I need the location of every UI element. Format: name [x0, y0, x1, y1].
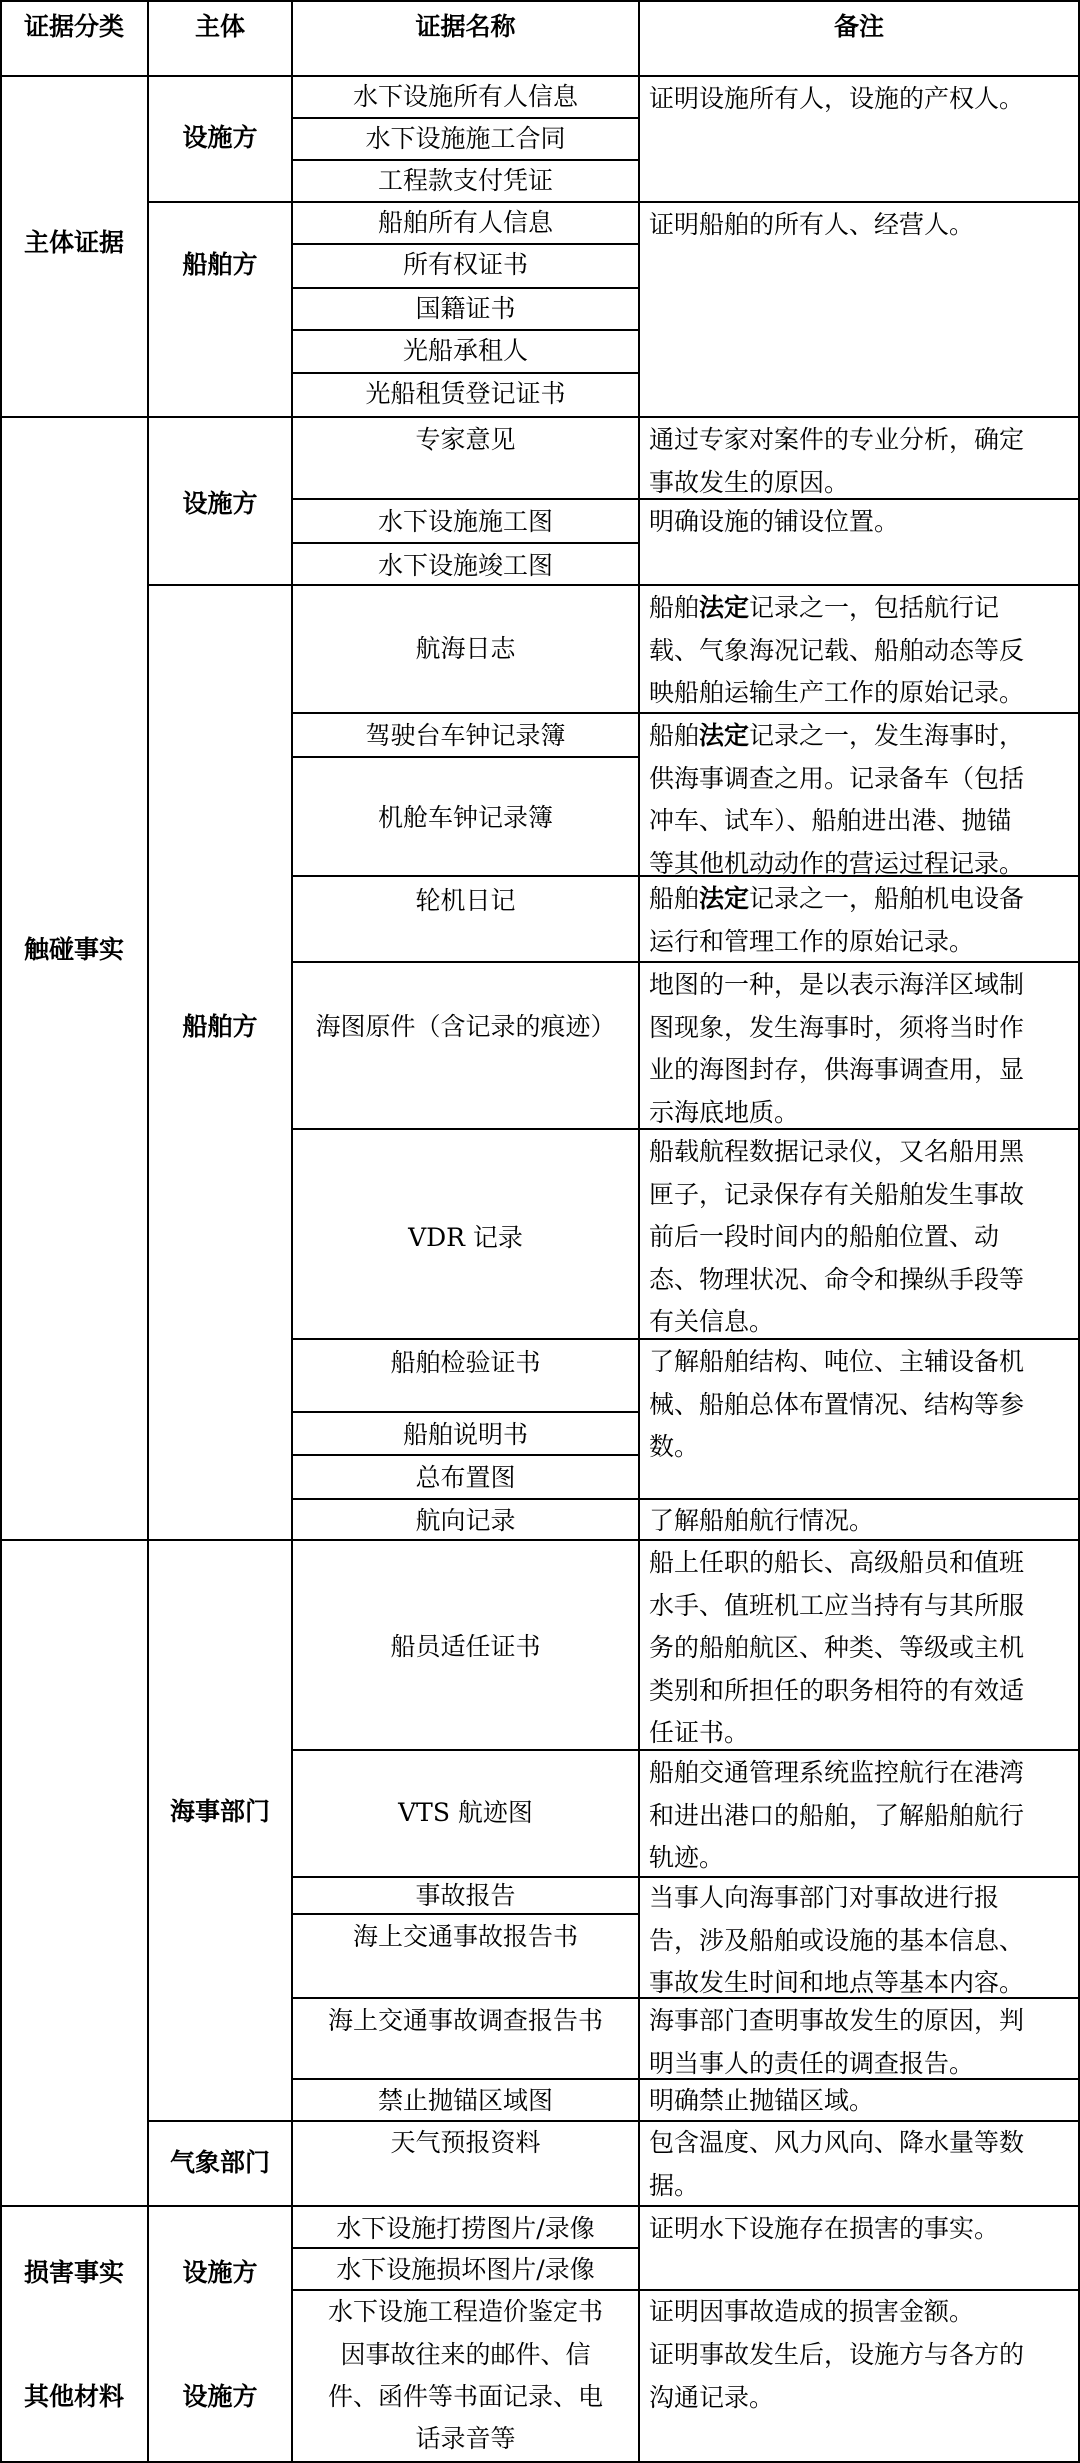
remark-emphasis: 法定 [699, 884, 750, 913]
remark-text: 当事人向海事部门对事故进行报 告，涉及船舶或设施的基本信息、 事故发生时间和地点等基本内容。 [649, 1883, 1025, 1997]
remark-text: 了解船舶结构、吨位、主辅设备机 械、船舶总体布置情况、结构等参 数。 [649, 1347, 1025, 1461]
remark-text: 海事部门查明事故发生的原因，判 明当事人的责任的调查报告。 [649, 2006, 1025, 2078]
category-damage-facts: 损害事实 [23, 2258, 124, 2287]
evidence-name: 专家意见 [415, 425, 516, 454]
evidence-name: 海图原件（含记录的痕迹） [315, 1012, 616, 1041]
remark-text: 包含温度、风力风向、降水量等数 据。 [649, 2128, 1025, 2200]
evidence-name: 工程款支付凭证 [377, 166, 553, 195]
remark-text: 证明设施所有人，设施的产权人。 [649, 84, 1025, 113]
evidence-name: 水下设施施工图 [377, 507, 553, 536]
evidence-name: 光船承租人 [402, 336, 528, 365]
category-collision-facts: 触碰事实 [23, 935, 124, 964]
remark-text: 船载航程数据记录仪，又名船用黑 匣子，记录保存有关船舶发生事故 前后一段时间内的船舶位置、动 态、物理状况、命令和操纵手段等 有关信息。 [649, 1137, 1025, 1336]
header-remark: 备注 [833, 12, 884, 41]
evidence-name: 水下设施施工合同 [365, 124, 566, 153]
evidence-name: 轮机日记 [415, 886, 516, 915]
remark-text: 明确设施的铺设位置。 [649, 507, 900, 536]
remark-text: 通过专家对案件的专业分析，确定 事故发生的原因。 [649, 425, 1025, 497]
remark-text: 船舶法定记录之一，包括航行记 载、气象海况记载、船舶动态等反 映船舶运输生产工作的原始记录。 [649, 593, 1025, 707]
evidence-name: 所有权证书 [402, 250, 528, 279]
evidence-name: 禁止抛锚区域图 [377, 2086, 553, 2115]
remark-text: 地图的一种，是以表示海洋区域制 图现象，发生海事时，须将当时作 业的海图封存，供海事调查用，显 示海底地质。 [649, 970, 1025, 1127]
subject-facility-3: 设施方 [182, 2258, 258, 2287]
evidence-name: 光船租赁登记证书 [365, 379, 566, 408]
subject-facility-1: 设施方 [182, 123, 258, 152]
remark-text: 证明事故发生后，设施方与各方的 沟通记录。 [649, 2340, 1025, 2412]
subject-ship-1: 船舶方 [182, 250, 258, 279]
subject-weather-dept: 气象部门 [169, 2148, 270, 2177]
remark-emphasis: 法定 [699, 721, 750, 750]
remark-text: 船舶法定记录之一，船舶机电设备 运行和管理工作的原始记录。 [649, 884, 1025, 956]
evidence-name: 船员适任证书 [390, 1632, 541, 1661]
header-name: 证据名称 [415, 12, 516, 41]
remark-text: 船舶法定记录之一，发生海事时， 供海事调查之用。记录备车（包括 冲车、试车）、船舶进出港、抛锚 等其他机动动作的营运过程记录。 [649, 721, 1025, 878]
header-subject: 主体 [194, 12, 245, 41]
evidence-name: 船舶所有人信息 [377, 208, 553, 237]
evidence-name: 事故报告 [415, 1881, 516, 1910]
evidence-name: 水下设施损坏图片/录像 [336, 2255, 595, 2284]
remark-text: 明确禁止抛锚区域。 [649, 2086, 875, 2115]
evidence-name: 天气预报资料 [390, 2128, 541, 2157]
evidence-name: VDR 记录 [408, 1223, 523, 1252]
remark-text: 证明船舶的所有人、经营人。 [649, 210, 975, 239]
remark-text: 船舶交通管理系统监控航行在港湾 和进出港口的船舶，了解船舶航行 轨迹。 [649, 1758, 1025, 1872]
remark-emphasis: 法定 [699, 593, 750, 622]
header-category: 证据分类 [23, 12, 124, 41]
evidence-name: 水下设施工程造价鉴定书 [327, 2297, 603, 2326]
category-other-materials: 其他材料 [23, 2382, 124, 2411]
evidence-name: 航向记录 [415, 1506, 516, 1535]
evidence-name: 水下设施竣工图 [377, 551, 553, 580]
subject-ship-2: 船舶方 [182, 1012, 258, 1041]
evidence-name: 水下设施打捞图片/录像 [336, 2214, 595, 2243]
evidence-name: 船舶检验证书 [390, 1348, 541, 1377]
remark-text: 证明因事故造成的损害金额。 [649, 2297, 975, 2326]
subject-facility-2: 设施方 [182, 489, 258, 518]
subject-maritime-dept: 海事部门 [169, 1797, 270, 1826]
remark-text: 证明水下设施存在损害的事实。 [649, 2214, 1000, 2243]
evidence-name: 国籍证书 [415, 294, 516, 323]
evidence-name: 海上交通事故调查报告书 [327, 2006, 603, 2035]
evidence-name: 机舱车钟记录簿 [377, 803, 553, 832]
evidence-name: 航海日志 [415, 634, 516, 663]
category-subject-evidence: 主体证据 [23, 228, 124, 257]
evidence-name: 船舶说明书 [402, 1420, 528, 1449]
remark-text: 船上任职的船长、高级船员和值班 水手、值班机工应当持有与其所服 务的船舶航区、种类、等级或主机 类别和所担任的职务相符的有效适 任证书。 [649, 1548, 1025, 1747]
evidence-name: 海上交通事故报告书 [352, 1922, 578, 1951]
evidence-name: VTS 航迹图 [398, 1798, 533, 1827]
evidence-name: 因事故往来的邮件、信 件、函件等书面记录、电 话录音等 [327, 2340, 603, 2453]
remark-text: 了解船舶航行情况。 [649, 1506, 875, 1535]
subject-facility-4: 设施方 [182, 2382, 258, 2411]
evidence-name: 水下设施所有人信息 [352, 82, 578, 111]
evidence-name: 总布置图 [415, 1463, 516, 1492]
evidence-name: 驾驶台车钟记录簿 [365, 721, 566, 750]
